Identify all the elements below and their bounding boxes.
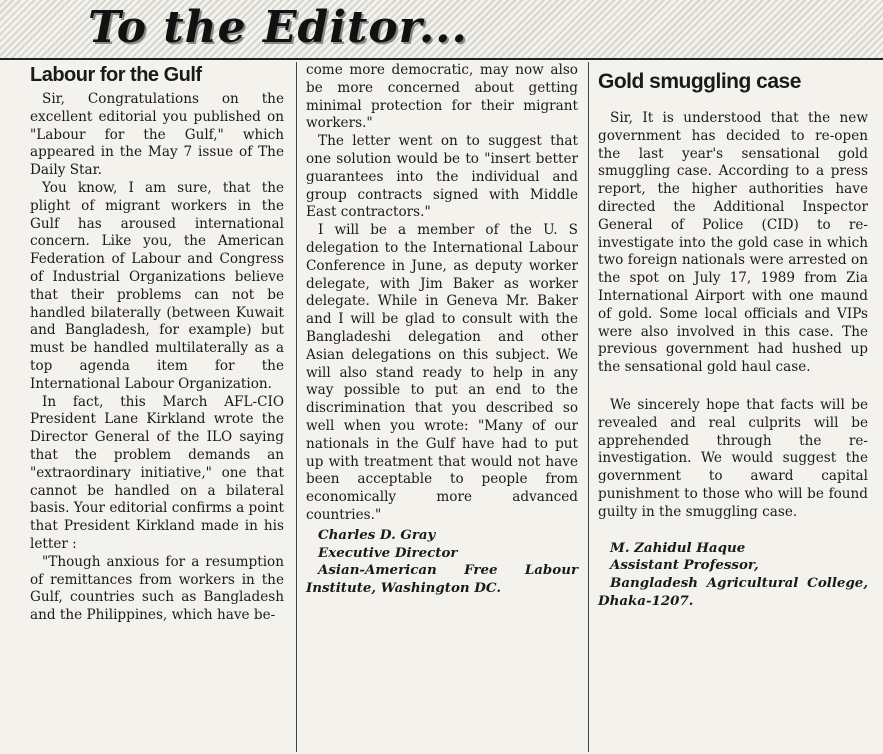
signature-title: Assistant Professor, bbox=[610, 557, 759, 574]
letter-gold-column bbox=[598, 62, 868, 611]
signature-org: Bangladesh Agricultural College, Dhaka-1207. bbox=[598, 575, 868, 609]
section-title: To the Editor... bbox=[88, 2, 468, 53]
paragraph: The letter went on to suggest that one solution would be to "insert better guarantees into the individual and group contracts signed with Middle East contractors." bbox=[306, 133, 578, 221]
paragraph: I will be a member of the U. S delegation to the International Labour Conference in June, as deputy worker delegate, with Jim Baker as worker delegate. While in Geneva Mr. Baker and I will be glad to consult with the Bangladeshi delegation and other Asian delegations on this subject. We will also stand ready to help in any way possible to put an end to the discrimination that you described so well when you wrote: "Many of our nationals in the Gulf have had to put up with treatment that would not have been acceptable to people from economically more advanced countries." bbox=[306, 222, 578, 523]
signature-name: Charles D. Gray bbox=[318, 526, 436, 543]
paragraph: We sincerely hope that facts will be revealed and real culprits will be apprehended through the re-investigation. We would suggest the government to award capital punishment to those who will be found guilty in the smuggling case. bbox=[598, 396, 868, 520]
signature-name: M. Zahidul Haque bbox=[610, 539, 746, 556]
paragraph: "Though anxious for a resumption of remittances from workers in the Gulf, countries such as Bangladesh and the Philippines, which have be- bbox=[30, 553, 284, 624]
paragraph: come more democratic, may now also be more concerned about getting minimal protection for their migrant workers." bbox=[306, 62, 578, 132]
signature-block bbox=[598, 540, 868, 611]
signature-org: Asian-American Free Labour Institute, Washington DC. bbox=[306, 562, 578, 597]
paragraph: Sir, It is understood that the new government has decided to re-open the last year's sensational gold smuggling case. According to a press report, the higher authorities have directed the Additional Inspector General of Police (CID) to re-investigate into the gold case in which two foreign nationals were arrested on the spot on July 17, 1989 from Zia International Airport with one maund of gold. Some local officials and VIPs were also involved in this case. The previous government had hushed up the sensational gold haul case. bbox=[598, 110, 868, 376]
column-rule bbox=[296, 62, 297, 752]
letter-headline: Gold smuggling case bbox=[598, 70, 801, 93]
letter-labour-column-1 bbox=[30, 62, 284, 625]
paragraph: Sir, Congratulations on the excellent editorial you published on "Labour for the Gulf," which appeared in the May 7 issue of The Daily Star. bbox=[30, 91, 284, 179]
column-rule bbox=[588, 62, 589, 752]
signature-title: Executive Director bbox=[318, 544, 458, 561]
letter-labour-column-2 bbox=[306, 62, 578, 598]
masthead-banner bbox=[0, 0, 883, 60]
letter-headline: Labour for the Gulf bbox=[30, 64, 202, 86]
signature-block bbox=[306, 527, 578, 598]
paragraph: You know, I am sure, that the plight of migrant workers in the Gulf has aroused international concern. Like you, the American Federation of Labour and Congress of Industrial Organizations believe that their problems can not be handled bilaterally (between Kuwait and Bangladesh, for example) but must be handled multilaterally as a top agenda item for the International Labour Organization. bbox=[30, 179, 284, 392]
paragraph: In fact, this March AFL-CIO President Lane Kirkland wrote the Director General of the ILO saying that the problem demands an "extraordinary initiative," one that cannot be handled on a bilateral basis. Your editorial confirms a point that President Kirkland made in his letter : bbox=[30, 393, 284, 552]
